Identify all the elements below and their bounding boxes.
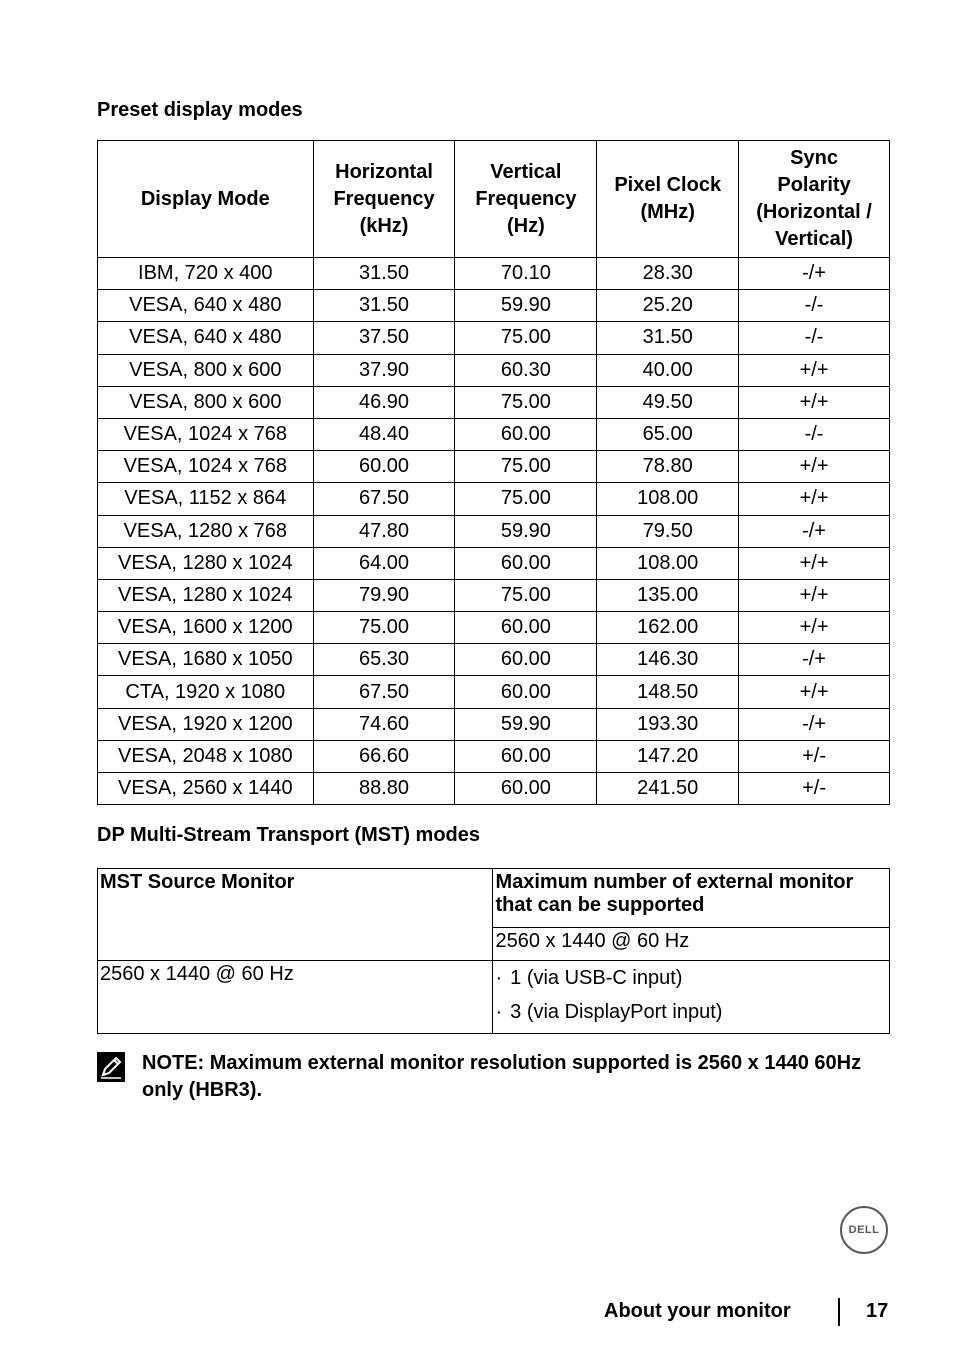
- list-item-text: 3 (via DisplayPort input): [510, 1001, 723, 1023]
- table-cell: VESA, 2048 x 1080: [98, 740, 314, 772]
- table-cell: +/+: [739, 676, 890, 708]
- table-cell: VESA, 1680 x 1050: [98, 644, 314, 676]
- table-cell: 108.00: [597, 547, 739, 579]
- table-row: [98, 773, 890, 805]
- table-cell: VESA, 1024 x 768: [98, 418, 314, 450]
- table-cell: VESA, 1280 x 768: [98, 515, 314, 547]
- table-cell: 147.20: [597, 740, 739, 772]
- table-cell: VESA, 800 x 600: [98, 354, 314, 386]
- table-row: [98, 612, 890, 644]
- table-cell: -/-: [739, 418, 890, 450]
- table-cell: 74.60: [313, 708, 455, 740]
- column-header-line: (Hz): [507, 214, 545, 237]
- table-cell: +/+: [739, 451, 890, 483]
- table-cell: VESA, 1024 x 768: [98, 451, 314, 483]
- table-cell: 46.90: [313, 386, 455, 418]
- table-cell: +/+: [739, 579, 890, 611]
- column-header-line: (MHz): [640, 201, 695, 223]
- table-cell: 28.30: [597, 258, 739, 290]
- table-cell: 31.50: [313, 258, 455, 290]
- table-row: [98, 644, 890, 676]
- preset-modes-table: [97, 140, 890, 805]
- table-cell: 59.90: [455, 290, 597, 322]
- table-cell: VESA, 1280 x 1024: [98, 547, 314, 579]
- table-cell: 79.50: [597, 515, 739, 547]
- mst-data-row: [98, 961, 890, 1034]
- column-header: [455, 141, 597, 258]
- table-cell: 193.30: [597, 708, 739, 740]
- table-cell: +/+: [739, 354, 890, 386]
- table-row: [98, 547, 890, 579]
- table-cell: 60.00: [455, 644, 597, 676]
- table-cell: 75.00: [455, 579, 597, 611]
- column-header-line: Frequency: [333, 187, 435, 210]
- table-cell: 60.00: [455, 676, 597, 708]
- table-cell: 59.90: [455, 708, 597, 740]
- table-cell: +/-: [739, 773, 890, 805]
- table-cell: 108.00: [597, 483, 739, 515]
- table-cell: 146.30: [597, 644, 739, 676]
- note-pencil-icon: [97, 1052, 125, 1082]
- list-item: [495, 995, 887, 1029]
- table-cell: VESA, 640 x 480: [98, 322, 314, 354]
- note-text: NOTE: Maximum external monitor resolution supported is 2560 x 1440 60Hz only (HBR3).: [142, 1052, 862, 1101]
- table-cell: 75.00: [455, 322, 597, 354]
- table-cell: 78.80: [597, 451, 739, 483]
- table-cell: 67.50: [313, 676, 455, 708]
- mst-source-header: MST Source Monitor: [98, 869, 493, 961]
- table-cell: 49.50: [597, 386, 739, 418]
- table-cell: 25.20: [597, 290, 739, 322]
- table-cell: +/+: [739, 612, 890, 644]
- bullet-icon: ·: [495, 1001, 503, 1023]
- bullet-icon: ·: [495, 967, 503, 989]
- list-item: [495, 961, 887, 995]
- mst-max-header: Maximum number of external monitor that can be supported: [493, 869, 890, 928]
- table-cell: -/+: [739, 515, 890, 547]
- table-cell: +/+: [739, 547, 890, 579]
- table-cell: VESA, 1152 x 864: [98, 483, 314, 515]
- table-cell: -/-: [739, 322, 890, 354]
- table-cell: +/-: [739, 740, 890, 772]
- table-cell: 60.30: [455, 354, 597, 386]
- table-row: [98, 322, 890, 354]
- mst-source-cell: 2560 x 1440 @ 60 Hz: [98, 961, 493, 1034]
- table-cell: 60.00: [455, 418, 597, 450]
- column-header-line: (kHz): [359, 214, 409, 237]
- table-cell: 162.00: [597, 612, 739, 644]
- table-cell: 65.00: [597, 418, 739, 450]
- column-header: [739, 141, 890, 258]
- table-cell: VESA, 1280 x 1024: [98, 579, 314, 611]
- table-cell: -/+: [739, 644, 890, 676]
- table-cell: VESA, 640 x 480: [98, 290, 314, 322]
- column-header: [98, 141, 314, 258]
- table-row: [98, 290, 890, 322]
- mst-header-row: [98, 869, 890, 928]
- table-cell: -/+: [739, 708, 890, 740]
- table-cell: 241.50: [597, 773, 739, 805]
- column-header-line: Sync: [790, 147, 838, 169]
- table-row: [98, 386, 890, 418]
- table-cell: 31.50: [313, 290, 455, 322]
- table-cell: 75.00: [455, 386, 597, 418]
- table-cell: 31.50: [597, 322, 739, 354]
- mst-max-cell: [493, 961, 890, 1034]
- table-cell: CTA, 1920 x 1080: [98, 676, 314, 708]
- table-row: [98, 483, 890, 515]
- table-cell: 60.00: [455, 740, 597, 772]
- table-cell: 79.90: [313, 579, 455, 611]
- page-number: 17: [866, 1300, 889, 1322]
- table-cell: 70.10: [455, 258, 597, 290]
- table-cell: VESA, 2560 x 1440: [98, 773, 314, 805]
- table-cell: VESA, 1600 x 1200: [98, 612, 314, 644]
- column-header-line: Vertical): [775, 228, 853, 250]
- table-cell: 60.00: [455, 612, 597, 644]
- column-header-line: Vertical: [490, 160, 562, 183]
- table-cell: 65.30: [313, 644, 455, 676]
- mst-section-title: DP Multi-Stream Transport (MST) modes: [97, 824, 481, 846]
- column-header-line: Polarity: [777, 174, 851, 196]
- mst-max-subheader: 2560 x 1440 @ 60 Hz: [493, 928, 890, 961]
- mst-modes-table: [97, 868, 890, 1034]
- column-header-line: Frequency: [475, 187, 577, 210]
- dell-logo-icon: DELL: [840, 1206, 888, 1254]
- table-cell: 60.00: [455, 773, 597, 805]
- table-cell: 75.00: [455, 451, 597, 483]
- table-cell: 48.40: [313, 418, 455, 450]
- table-row: [98, 579, 890, 611]
- column-header-line: (Horizontal /: [756, 201, 872, 223]
- table-cell: 135.00: [597, 579, 739, 611]
- table-row: [98, 451, 890, 483]
- preset-section-title: Preset display modes: [97, 99, 303, 121]
- table-cell: VESA, 800 x 600: [98, 386, 314, 418]
- table-cell: +/+: [739, 483, 890, 515]
- table-cell: -/-: [739, 290, 890, 322]
- table-row: [98, 740, 890, 772]
- column-header-line: Pixel Clock: [614, 174, 722, 196]
- table-row: [98, 515, 890, 547]
- table-cell: IBM, 720 x 400: [98, 258, 314, 290]
- column-header: [597, 141, 739, 258]
- table-row: [98, 708, 890, 740]
- table-cell: 66.60: [313, 740, 455, 772]
- footer-section-label: About your monitor: [604, 1300, 791, 1322]
- table-cell: 60.00: [313, 451, 455, 483]
- table-cell: 37.90: [313, 354, 455, 386]
- table-cell: -/+: [739, 258, 890, 290]
- table-row: [98, 354, 890, 386]
- table-cell: 75.00: [455, 483, 597, 515]
- table-cell: 40.00: [597, 354, 739, 386]
- table-cell: 75.00: [313, 612, 455, 644]
- table-cell: 47.80: [313, 515, 455, 547]
- table-cell: 59.90: [455, 515, 597, 547]
- table-cell: +/+: [739, 386, 890, 418]
- table-cell: 148.50: [597, 676, 739, 708]
- footer-divider: [838, 1298, 840, 1326]
- table-header-row: [98, 141, 890, 258]
- table-cell: 88.80: [313, 773, 455, 805]
- table-cell: 60.00: [455, 547, 597, 579]
- table-row: [98, 418, 890, 450]
- list-item-text: 1 (via USB-C input): [510, 967, 683, 989]
- column-header-line: Display Mode: [140, 187, 270, 210]
- table-cell: VESA, 1920 x 1200: [98, 708, 314, 740]
- column-header-line: Horizontal: [335, 160, 433, 183]
- table-cell: 67.50: [313, 483, 455, 515]
- table-cell: 64.00: [313, 547, 455, 579]
- table-row: [98, 258, 890, 290]
- column-header: [313, 141, 455, 258]
- table-cell: 37.50: [313, 322, 455, 354]
- table-row: [98, 676, 890, 708]
